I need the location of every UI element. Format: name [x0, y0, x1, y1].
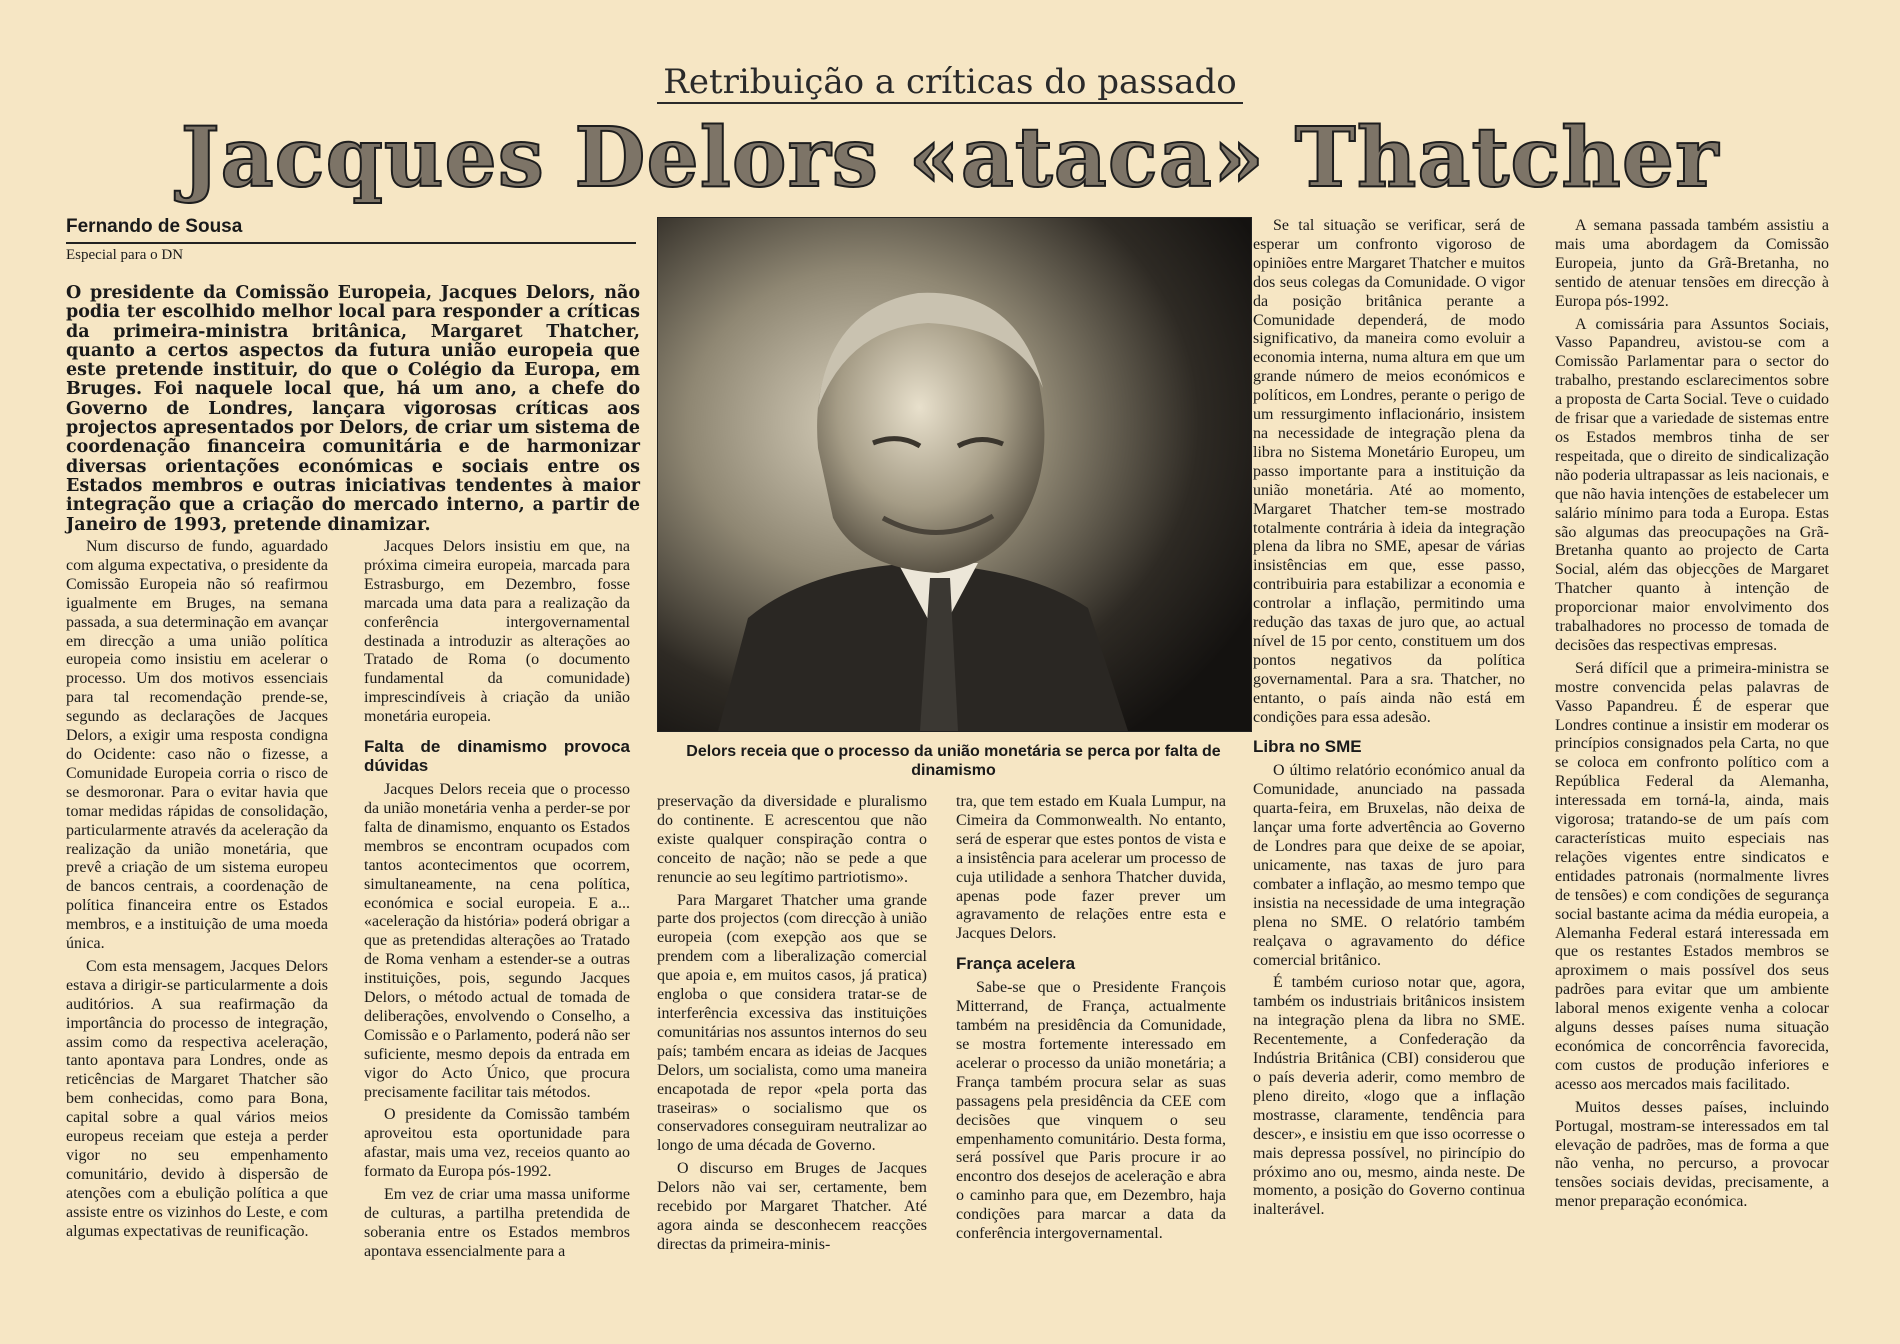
lede-paragraph: O presidente da Comissão Europeia, Jacques Delors, não podia ter escolhido melhor local para responder a críticas da primeira-ministra britânica, Margaret Thatcher, quanto a certos aspectos da futura união europeia que este pretende instituir, do que o Colégio da Europa, em Bruges. Foi naquele local que, há um ano, a chefe do Governo de Londres, lançara vigorosas críticas aos projectos apresentados por Delors, de criar um sistema de coordenação financeira comunitária e de harmonizar diversas orientações económicas e sociais entre os Estados membros e outras iniciativas tendentes à maior integração que a criação do mercado interno, a partir de Janeiro de 1993, pretende dinamizar. [66, 283, 640, 535]
kicker [0, 62, 1900, 102]
portrait-illustration [658, 218, 1251, 731]
subheading: Libra no SME [1253, 737, 1362, 757]
paragraph: Se tal situação se verificar, será de esperar um confronto vigoroso de opiniões entre Margaret Thatcher e muitos dos seus colegas da Comunidade. O vigor da posição britânica perante a Comunidade dependerá, de modo significativo, da maneira como evoluir a economia interna, numa altura em que um grande número de meios económicos e políticos, em Londres, perante o perigo de um ressurgimento inflacionário, insistem na necessidade de integração plena da libra no Sistema Monetário Europeu, um passo importante para a instituição da união monetária. Até ao momento, Margaret Thatcher tem-se mostrado totalmente contrária à ideia da integração plena da libra no SME, apesar de várias insistências em que, esse passo, contribuiria para estabilizar a economia e controlar a inflação, permitindo uma redução das taxas de juro que, ao actual nível de 15 por cento, constituem um dos pontos negativos da política governamental. Para a sra. Thatcher, no entanto, o país ainda não está em condições para essa adesão. [1253, 217, 1525, 726]
paragraph: Será difícil que a primeira-ministra se mostre convencida pelas palavras de Vasso Papandreu. É de esperar que Londres continue a insistir em moderar os princípios consignados pela Carta, no que se coloca em confronto político com a República Federal da Alemanha, interessada em torná-la, ainda, mais vigorosa; tratando-se de um país com características muito especiais nas relações vigentes entre sindicatos e entidades patronais (normalmente livres de tensões) e com condições de segurança social bastante acima da média europeia, a Alemanha Federal estará interessada em que os restantes Estados membros se aproximem o mais possível dos seus padrões para evitar que um ambiente laboral menos exigente venha a colocar alguns desses países numa situação económica de concorrência favorecida, com custos de produção inferiores e acesso aos mercados mais facilitado. [1555, 659, 1829, 1093]
paragraph: A semana passada também assistiu a mais uma abordagem da Comissão Europeia, junto da Grã-Bretanha, no sentido de atenuar tensões em direcção à Europa pós-1992. [1555, 217, 1829, 310]
paragraph: O presidente da Comissão também aproveitou esta oportunidade para afastar, mais uma vez, receios quanto ao formato da Europa pós-1992. [364, 1106, 630, 1181]
subheading: Falta de dinamismo provoca dúvidas [364, 737, 630, 776]
paragraph: Jacques Delors insistiu em que, na próxima cimeira europeia, marcada para Estrasburgo, em Dezembro, fosse marcada uma data para a realização da conferência intergovernamental destinada a introduzir as alterações ao Tratado de Roma (o documento fundamental da comunidade) imprescindíveis à criação da união monetária europeia. [364, 538, 630, 726]
paragraph: tra, que tem estado em Kuala Lumpur, na Cimeira da Commonwealth. No entanto, será de esperar que estes pontos de vista e a insistência para acelerar um processo de cuja utilidade a senhora Thatcher duvida, apenas pode fazer prever um agravamento de relações entre esta e Jacques Delors. [956, 793, 1226, 943]
paragraph: Sabe-se que o Presidente François Mitterrand, de França, actualmente também na presidência da Comunidade, se mostra fortemente interessado em acelerar o processo da união monetária; a França também procura selar as suas passagens pela presidência da CEE com decisões que vinquem o seu empenhamento comunitário. Desta forma, será possível que Paris procure ir ao encontro dos desejos de aceleração e abra o caminho para que, em Dezembro, haja condições para marcar a data da conferência intergovernamental. [956, 979, 1226, 1243]
paragraph: O discurso em Bruges de Jacques Delors não vai ser, certamente, bem recebido por Margaret Thatcher. Até agora ainda se desconhecem reacções directas da primeira-minis- [657, 1160, 927, 1253]
column-2 [364, 538, 630, 1266]
paragraph: Com esta mensagem, Jacques Delors estava a dirigir-se particularmente a dois auditórios. A sua reafirmação da importância do processo de integração, assim como da respectiva aceleração, tanto apontava para Londres, onde as reticências de Margaret Thatcher são bem conhecidas, como para Bona, capital sobre a qual vários meios europeus receiam que esteja a perder vigor no seu empenhamento comunitário, devido à dispersão de atenções com a ebulição política a que assiste entre os vizinhos do Leste, e com algumas expectativas de reunificação. [66, 957, 328, 1240]
paragraph: A comissária para Assuntos Sociais, Vasso Papandreu, avistou-se com a Comissão Parlamentar para o sector do trabalho, prestando esclarecimentos sobre a proposta de Carta Social. Teve o cuidado de frisar que a variedade de sistemas entre os Estados membros tinha de ser respeitada, que o direito de sindicalização não poderia ultrapassar as leis nacionais, e que não havia intenções de estabelecer um salário mínimo para toda a Europa. Estas são algumas das preocupações na Grã-Bretanha quanto ao projecto de Carta Social, além das objecções de Margaret Thatcher quanto à intenção de proporcionar maior envolvimento dos trabalhadores no processo de tomada de decisões das respectivas empresas. [1555, 315, 1829, 654]
paragraph: Para Margaret Thatcher uma grande parte dos projectos (com direcção à união europeia (com exepção aos que se prendem com a liberalização comercial que apoia e, em muitos casos, já pratica) engloba o que considera tratar-se de interferência excessiva das instituições comunitárias nos assuntos internos do seu país; também encara as ideias de Jacques Delors, um socialista, como uma maneira encapotada de repor «pela porta das traseiras» o socialismo que os conservadores conseguiram neutralizar ao longo de uma década de Governo. [657, 891, 927, 1155]
photo-caption: Delors receia que o processo da união monetária se perca por falta de dinamismo [686, 743, 1221, 779]
paragraph: Num discurso de fundo, aguardado com alguma expectativa, o presidente da Comissão Europeia não só reafirmou igualmente em Bruges, na semana passada, a sua determinação em avançar em direcção a uma união política europeia como insistiu em acelerar o processo. Um dos motivos essenciais para tal recomendação prende-se, segundo as declarações de Jacques Delors, a exigir uma resposta condigna do Ocidente: caso não o fizesse, a Comunidade Europeia corria o risco de se desmoronar. Para o evitar havia que tomar medidas rápidas de consolidação, particularmente através da aceleração da realização da união monetária, que prevê a criação de um sistema europeu de bancos centrais, a coordenação de política financeira entre os Estados membros, e a instituição de uma moeda única. [66, 538, 328, 953]
paragraph: Muitos desses países, incluindo Portugal, mostram-se interessados em tal elevação de padrões, mas de forma a que não venha, no percurso, a provocar tensões sociais devidas, precisamente, a menor preparação económica. [1555, 1098, 1829, 1211]
headline: Jacques Delors «ataca» Thatcher [180, 110, 1720, 206]
paragraph: É também curioso notar que, agora, também os industriais britânicos insistem na integração plena da libra no SME. Recentemente, a Confederação da Indústria Britânica (CBI) considerou que o país deveria aderir, como membro de pleno direito, «logo que a inflação mostrasse, claramente, tendência para descer», e insistiu em que isso ocorresse o mais depressa possível, no pirincípio do próximo ano ou, mesmo, ainda neste. De momento, a posição do Governo continua inalterável. [1253, 974, 1525, 1219]
column-3 [657, 793, 927, 1259]
paragraph: Jacques Delors receia que o processo da união monetária venha a perder-se por falta de dinamismo, enquanto os Estados membros se encontram ocupados com tantos acontecimentos que ocorrem, simultaneamente, na cena política, económica e social europeia. E a... «aceleração da história» poderá obrigar a que as pretendidas alterações ao Tratado de Roma venham a estender-se a outras instituições, pois, segundo Jacques Delors, o método actual de tomada de deliberações, envolvendo o Conselho, a Comissão e o Parlamento, poderá não ser suficiente, mesmo depois da entrada em vigor do Acto Único, que procura precisamente facilitar tais métodos. [364, 781, 630, 1101]
column-5 [1253, 217, 1525, 1224]
kicker-text: Retribuição a críticas do passado [657, 62, 1242, 104]
column-4 [956, 793, 1226, 1248]
byline-sub: Especial para o DN [66, 247, 184, 263]
paragraph: Em vez de criar uma massa uniforme de culturas, a partilha pretendida de soberania entre os Estados membros apontava essencialmente para a [364, 1186, 630, 1260]
paragraph: O último relatório económico anual da Comunidade, anunciado na passada quarta-feira, em Bruxelas, não deixa de lançar uma forte advertência ao Governo de Londres para que deixe de se apoiar, unicamente, nas taxas de juro para combater a inflação, ao mesmo tempo que insistia na necessidade de uma integração plena no SME. O relatório também realçava o agravamento do défice comercial britânico. [1253, 762, 1525, 969]
column-6 [1555, 217, 1829, 1216]
subheading: França acelera [956, 954, 1076, 974]
byline-author: Fernando de Sousa [66, 216, 636, 244]
paragraph: preservação da diversidade e pluralismo do continente. E acrescentou que não existe qualquer conspiração contra o conceito de nação; não se pede a que renuncie ao seu legítimo partriotismo». [657, 793, 927, 886]
photo-jacques-delors [657, 217, 1252, 732]
column-1 [66, 538, 328, 1246]
